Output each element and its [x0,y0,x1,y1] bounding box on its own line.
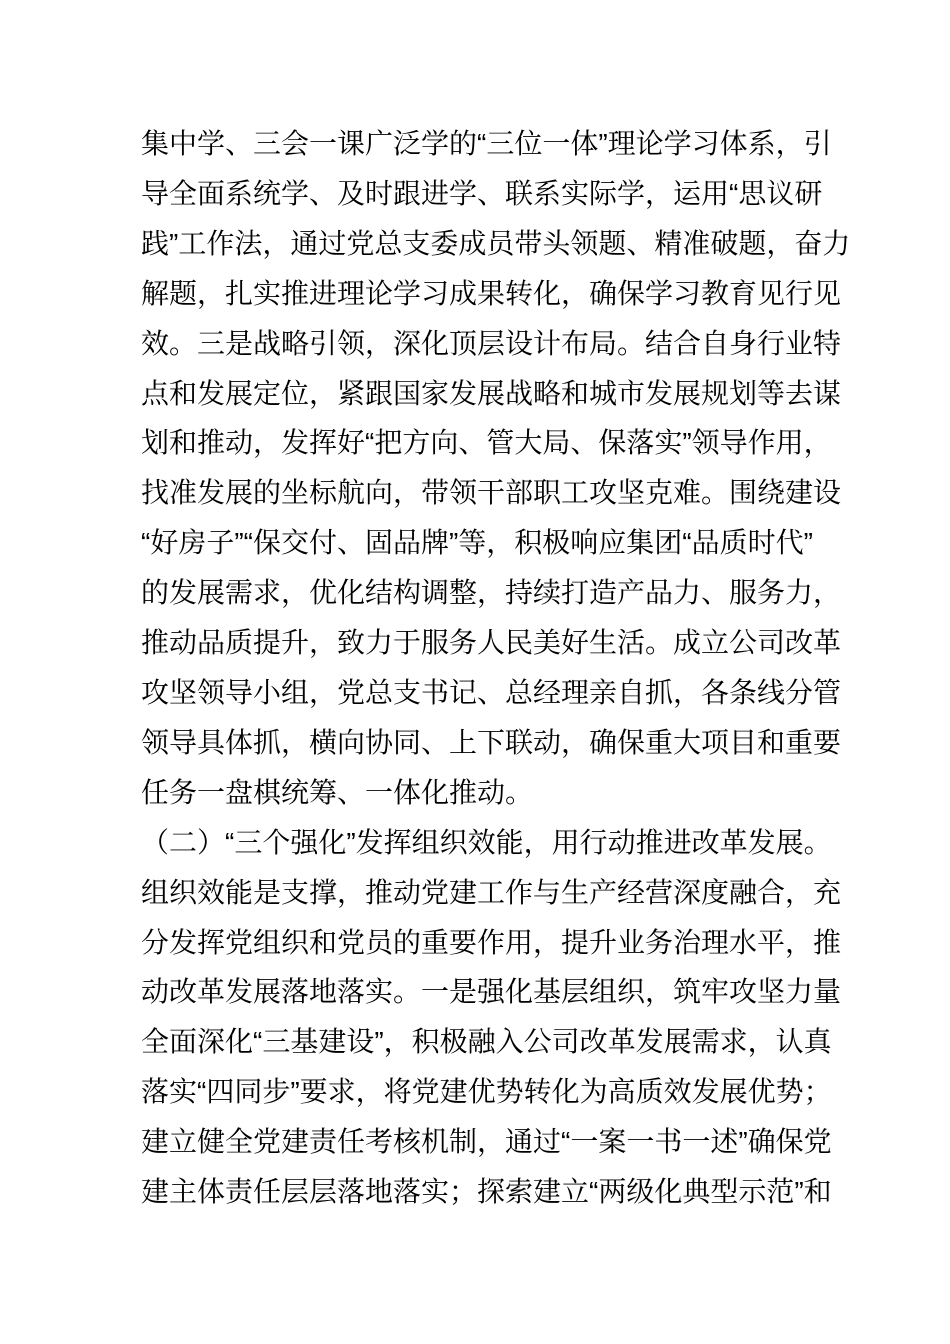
text-line: 点和发展定位，紧跟国家发展战略和城市发展规划等去谋 [141,377,842,409]
text-line: （二）“三个强化”发挥组织效能，用行动推进改革发展。 [141,826,832,858]
text-line: 动改革发展落地落实。一是强化基层组织，筑牢攻坚力量 [141,976,842,1008]
text-line: 效。三是战略引领，深化顶层设计布局。结合自身行业特 [141,327,842,359]
text-line: 分发挥党组织和党员的重要作用，提升业务治理水平，推 [141,926,842,958]
text-line: 导全面系统学、及时跟进学、联系实际学，运用“思议研 [141,177,823,209]
text-line: 建立健全党建责任考核机制，通过“一案一书一述”确保党 [141,1126,832,1158]
document-body [141,119,851,1217]
text-line: 找准发展的坐标航向，带领干部职工攻坚克难。围绕建设 [141,477,842,509]
text-line: 落实“四同步”要求，将党建优势转化为高质效发展优势； [141,1076,832,1108]
paragraph-section-two [141,818,842,1217]
text-line: 的发展需求，优化结构调整，持续打造产品力、服务力， [141,577,842,609]
text-line: 组织效能是支撑，推动党建工作与生产经营深度融合，充 [141,876,842,908]
text-line: “好房子”“保交付、固品牌”等，积极响应集团“品质时代” [141,527,813,559]
text-line: 践”工作法，通过党总支委成员带头领题、精准破题，奋力 [141,227,851,259]
text-line: 推动品质提升，致力于服务人民美好生活。成立公司改革 [141,627,842,659]
text-line: 集中学、三会一课广泛学的“三位一体”理论学习体系，引 [141,128,832,159]
text-line: 建主体责任层层落地落实；探索建立“两级化典型示范”和 [141,1176,832,1208]
text-line: 划和推动，发挥好“把方向、管大局、保落实”领导作用， [141,427,832,459]
text-line: 攻坚领导小组，党总支书记、总经理亲自抓，各条线分管 [141,676,842,708]
text-line: 解题，扎实推进理论学习成果转化，确保学习教育见行见 [141,277,842,309]
text-line: 任务一盘棋统筹、一体化推动。 [141,776,534,808]
text-line: 领导具体抓，横向协同、上下联动，确保重大项目和重要 [141,726,842,758]
text-line: 全面深化“三基建设”，积极融入公司改革发展需求，认真 [141,1026,832,1058]
paragraph-continuation [141,119,851,818]
